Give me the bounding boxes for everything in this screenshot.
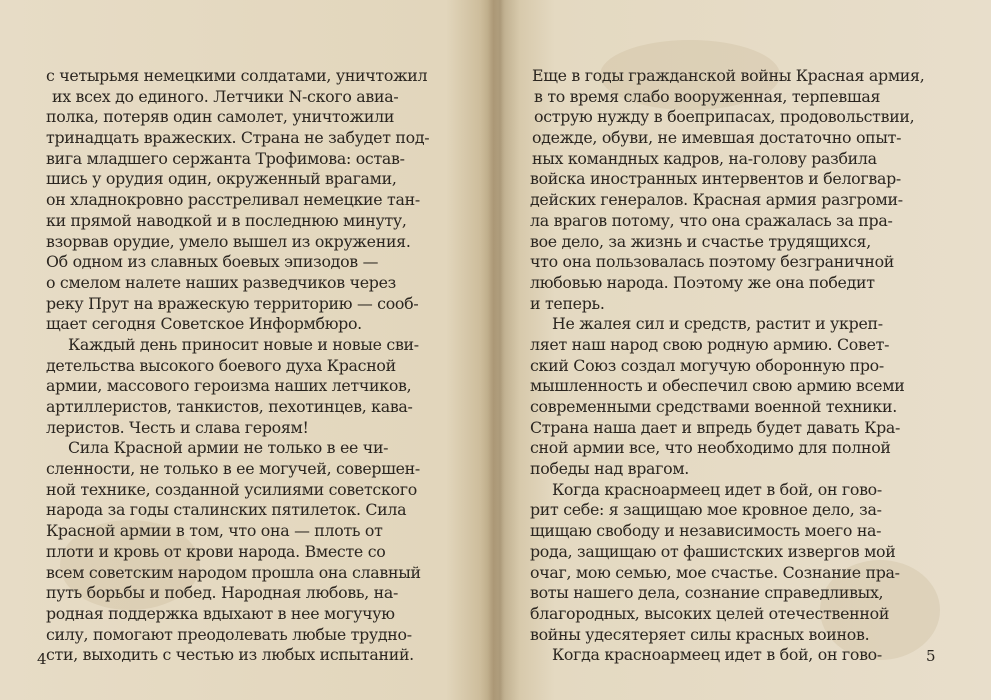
text-line: всем советским народом прошла она славный (46, 562, 421, 582)
text-line: что она пользовалась поэтому безграничной (530, 252, 895, 272)
text-line: ки прямой наводкой и в последнюю минуту, (46, 210, 407, 230)
text-line: родная поддержка вдыхают в нее могучую (46, 603, 395, 623)
text-line: путь борьбы и побед. Народная любовь, на- (46, 583, 399, 603)
text-line: дейских генералов. Красная армия разгроми- (530, 190, 903, 210)
text-line: реку Прут на вражескую территорию — сооб- (46, 293, 419, 313)
text-line: современными средствами военной техники. (530, 397, 897, 416)
text-line: ляет наш народ свою родную армию. Совет- (530, 334, 890, 354)
text-line: воты нашего дела, сознание справедливых, (530, 583, 884, 603)
text-line: рода, защищаю от фашистских извергов мой (530, 541, 896, 561)
text-line: любовью народа. Поэтому же она победит (530, 272, 875, 292)
text-line: Сила Красной армии не только в ее чи- (68, 438, 389, 458)
text-line: щищаю свободу и независимость моего на- (530, 521, 882, 541)
page-number: 4 (37, 650, 47, 668)
text-line: Красной армии в том, что она — плоть от (46, 521, 383, 541)
right-page (496, 0, 991, 700)
text-line: одежде, обуви, не имевшая достаточно опыт- (532, 128, 902, 148)
text-line: Не жалея сил и средств, растит и укреп- (552, 314, 883, 334)
text-line: рит себе: я защищаю мое кровное дело, за- (530, 500, 882, 520)
text-line: их всех до единого. Летчики N-ского авиа- (52, 86, 399, 106)
text-line: тринадцать вражеских. Страна не забудет под- (46, 128, 430, 148)
text-line: Когда красноармеец идет в бой, он гово- (552, 645, 882, 665)
text-line: вое дело, за жизнь и счастье трудящихся, (530, 231, 871, 251)
text-line: о смелом налете наших разведчиков через (46, 272, 396, 292)
text-line: и теперь. (530, 293, 605, 313)
text-line: взорвав орудие, умело вышел из окружения. (46, 231, 411, 251)
left-page-text (46, 66, 462, 666)
text-line: сти, выходить с честью из любых испытаний. (46, 645, 414, 665)
right-page-text (518, 66, 938, 666)
text-line: шись у орудия один, окруженный врагами, (46, 169, 397, 189)
text-line: леристов. Честь и слава героям! (46, 417, 309, 437)
text-line: народа за годы сталинских пятилеток. Сила (46, 500, 407, 520)
text-line: детельства высокого боевого духа Красной (46, 355, 396, 375)
text-line: сной армии все, что необходимо для полной (530, 438, 891, 458)
text-line: мышленность и обеспечил свою армию всеми (530, 376, 905, 396)
text-line: он хладнокровно расстреливал немецкие тан- (46, 190, 420, 210)
text-line: вига младшего сержанта Трофимова: остав- (46, 148, 405, 168)
text-line: Об одном из славных боевых эпизодов — (46, 252, 379, 272)
page-number: 5 (926, 647, 936, 665)
text-line: ский Союз создал могучую оборонную про- (530, 355, 884, 375)
text-line: ла врагов потому, что она сражалась за пра- (530, 210, 893, 230)
text-line: армии, массового героизма наших летчиков, (46, 376, 412, 396)
text-line: плоти и кровь от крови народа. Вместе со (46, 541, 386, 561)
text-line: в то время слабо вооруженная, терпевшая (534, 86, 881, 106)
text-line: щает сегодня Советское Информбюро. (46, 314, 362, 334)
text-line: благородных, высоких целей отечественной (530, 603, 890, 623)
text-line: Каждый день приносит новые и новые сви- (68, 334, 419, 354)
text-line: ной технике, созданной усилиями советского (46, 479, 417, 499)
text-line: сленности, не только в ее могучей, совершен- (46, 459, 420, 479)
text-line: Еще в годы гражданской войны Красная армия, (532, 66, 925, 85)
text-line: войны удесятеряет силы красных воинов. (530, 624, 870, 644)
text-line: силу, помогают преодолевать любые трудно- (46, 624, 412, 644)
text-line: Страна наша дает и впредь будет давать Кра- (530, 417, 901, 437)
text-line: победы над врагом. (530, 459, 690, 479)
text-line: ных командных кадров, на-голову разбила (532, 148, 877, 168)
text-line: Когда красноармеец идет в бой, он гово- (552, 479, 882, 499)
text-line: войска иностранных интервентов и белогвар- (530, 169, 901, 189)
text-line: с четырьмя немецкими солдатами, уничтожил (46, 66, 428, 85)
text-line: острую нужду в боеприпасах, продовольствии, (534, 107, 915, 127)
text-line: очаг, мою семью, мое счастье. Сознание пра- (530, 562, 900, 582)
text-line: артиллеристов, танкистов, пехотинцев, кава- (46, 397, 413, 416)
text-line: полка, потеряв один самолет, уничтожили (46, 107, 395, 127)
